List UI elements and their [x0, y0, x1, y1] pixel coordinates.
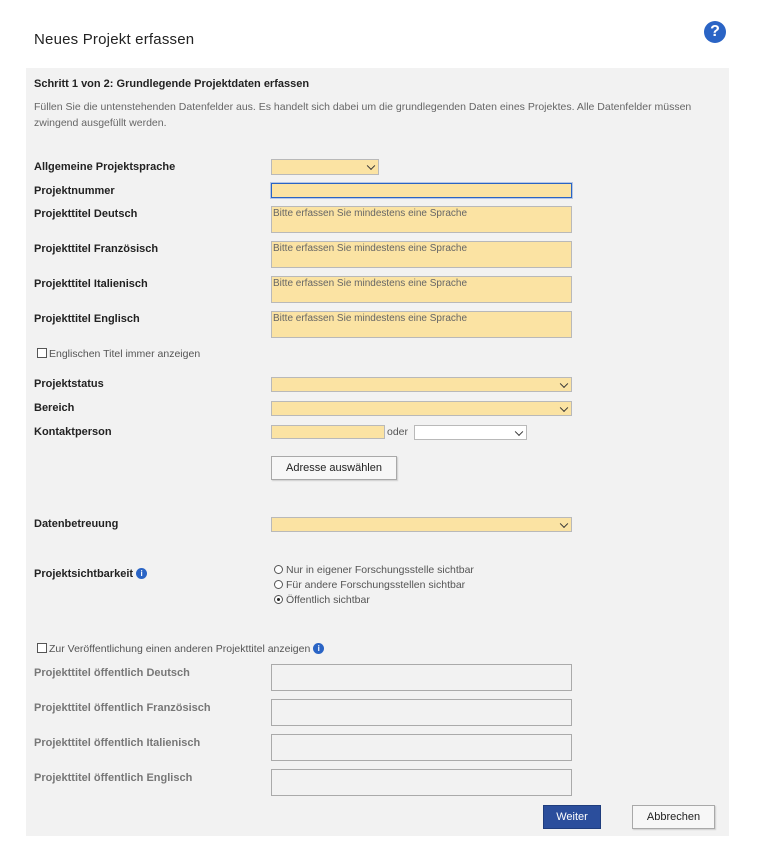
visibility-option-label: Für andere Forschungsstellen sichtbar — [286, 579, 466, 591]
title-en-label: Projekttitel Englisch — [34, 313, 140, 325]
public-de-label: Projekttitel öffentlich Deutsch — [34, 667, 190, 679]
public-fr-label: Projekttitel öffentlich Französisch — [34, 702, 211, 714]
info-icon[interactable]: i — [313, 643, 324, 654]
other-public-title-row[interactable] — [37, 643, 324, 655]
data-support-label: Datenbetreuung — [34, 518, 119, 530]
oder-label: oder — [387, 426, 409, 438]
chevron-down-icon — [560, 519, 568, 527]
visibility-option-label: Nur in eigener Forschungsstelle sichtbar — [286, 564, 474, 576]
number-label: Projektnummer — [34, 185, 115, 197]
show-english-checkbox[interactable] — [37, 348, 47, 358]
visibility-option-label: Öffentlich sichtbar — [286, 594, 370, 606]
public-fr-input — [271, 699, 572, 726]
step-heading: Schritt 1 von 2: Grundlegende Projektdaten erfassen — [34, 78, 310, 90]
project-number-input[interactable] — [271, 183, 572, 198]
title-it-input[interactable]: Bitte erfassen Sie mindestens eine Sprache — [271, 276, 572, 303]
title-fr-input[interactable]: Bitte erfassen Sie mindestens eine Sprache — [271, 241, 572, 268]
data-support-select[interactable] — [271, 517, 572, 532]
status-label: Projektstatus — [34, 378, 104, 390]
step-intro: Füllen Sie die untenstehenden Datenfelder aus. Es handelt sich dabei um die grundlegenden Daten eines Projektes. Alle Datenfelder müssen zwingend ausgefüllt werden. — [34, 101, 692, 129]
public-en-input — [271, 769, 572, 796]
other-public-title-label: Zur Veröffentlichung einen anderen Projekttitel anzeigen — [49, 643, 311, 655]
visibility-option-own[interactable] — [274, 564, 474, 576]
dialog-title: Neues Projekt erfassen — [34, 31, 195, 48]
language-label: Allgemeine Projektsprache — [34, 161, 176, 173]
public-de-input — [271, 664, 572, 691]
radio-icon[interactable] — [274, 565, 283, 574]
contact-select[interactable] — [414, 425, 527, 440]
area-select[interactable] — [271, 401, 572, 416]
status-select[interactable] — [271, 377, 572, 392]
info-icon[interactable]: i — [136, 568, 147, 579]
cancel-button[interactable]: Abbrechen — [632, 805, 715, 829]
visibility-label-row — [34, 568, 147, 580]
show-english-label: Englischen Titel immer anzeigen — [49, 348, 201, 360]
chevron-down-icon — [367, 162, 375, 170]
public-it-label: Projekttitel öffentlich Italienisch — [34, 737, 201, 749]
next-button[interactable]: Weiter — [543, 805, 601, 829]
title-fr-label: Projekttitel Französisch — [34, 243, 159, 255]
help-icon[interactable]: ? — [704, 21, 726, 43]
radio-selected-icon[interactable] — [274, 595, 283, 604]
visibility-option-public[interactable] — [274, 594, 370, 606]
title-de-input[interactable]: Bitte erfassen Sie mindestens eine Sprache — [271, 206, 572, 233]
chevron-down-icon — [560, 379, 568, 387]
area-label: Bereich — [34, 402, 75, 414]
language-select[interactable] — [271, 159, 379, 175]
show-english-row[interactable] — [37, 348, 200, 360]
title-en-input[interactable]: Bitte erfassen Sie mindestens eine Sprache — [271, 311, 572, 338]
chevron-down-icon — [560, 403, 568, 411]
visibility-option-others[interactable] — [274, 579, 465, 591]
chevron-down-icon — [515, 427, 523, 435]
other-public-title-checkbox[interactable] — [37, 643, 47, 653]
visibility-label: Projektsichtbarkeit — [34, 568, 134, 580]
public-it-input — [271, 734, 572, 761]
title-it-label: Projekttitel Italienisch — [34, 278, 148, 290]
contact-label: Kontaktperson — [34, 426, 112, 438]
radio-icon[interactable] — [274, 580, 283, 589]
public-en-label: Projekttitel öffentlich Englisch — [34, 772, 193, 784]
title-de-label: Projekttitel Deutsch — [34, 208, 138, 220]
select-address-button[interactable]: Adresse auswählen — [271, 456, 397, 480]
contact-input[interactable] — [271, 425, 385, 439]
